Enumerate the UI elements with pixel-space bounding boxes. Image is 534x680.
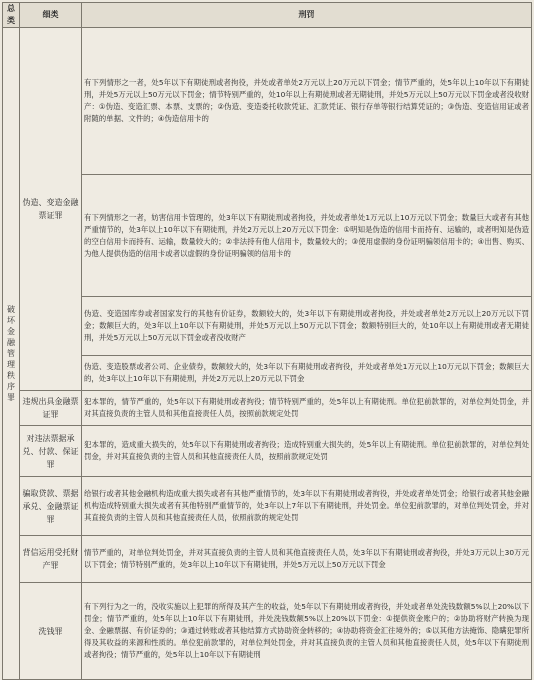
table-row [3, 391, 532, 426]
subcategory-cell: 洗钱罪 [20, 583, 82, 680]
category-cell [3, 28, 20, 680]
table-row [3, 175, 532, 297]
penalty-cell: 给银行或者其他金融机构造成重大损失或者有其他严重情节的，处3年以下有期徒刑或者拘役，并处或者单处罚金；给银行或者其他金融机构造成特别重大损失或者有其他特别严重情节的，处3年以上7年以下有期徒刑，并处罚金。单位犯前款罪的，对单位判处罚金，并对其直接负责的主管人员和其他直接责任人员，依照前款的规定处罚 [82, 477, 532, 536]
penalty-cell: 有下列情形之一者，妨害信用卡管理的，处3年以下有期徒刑或者拘役，并处或者单处1万元以上10万元以下罚金；数量巨大或者有其他严重情节的，处3年以上10年以下有期徒刑，并处2万元以上20万元以下罚金：①明知是伪造的信用卡而持有、运输的，或者明知是伪造的空白信用卡而持有、运输，数量较大的；②非法持有他人信用卡，数量较大的；③使用虚假的身份证明骗领信用卡的；④出售、购买、为他人提供伪造的信用卡或者以虚假的身份证明骗领的信用卡的 [82, 175, 532, 297]
table-row [3, 356, 532, 391]
table-row [3, 28, 532, 175]
subcategory-cell: 对违法票据承兑、付款、保证罪 [20, 426, 82, 477]
penalty-cell: 犯本罪的，造成重大损失的，处5年以下有期徒刑或者拘役；造成特别重大损失的，处5年以上有期徒刑。单位犯前款罪的，对单位判处罚金，并对其直接负责的主管人员和其他直接责任人员，按照前款规定处罚 [82, 426, 532, 477]
category-label: 破坏金融管理秩序罪 [7, 304, 15, 402]
penalty-cell: 犯本罪的，情节严重的，处5年以下有期徒刑或者拘役；情节特别严重的，处5年以上有期徒刑。单位犯前款罪的，对单位判处罚金，并对其直接负责的主管人员和其他直接责任人员，按照前款规定处罚 [82, 391, 532, 426]
subcategory-cell: 伪造、变造金融票证罪 [20, 28, 82, 391]
penalty-cell: 情节严重的，对单位判处罚金，并对其直接负责的主管人员和其他直接责任人员，处3年以下有期徒刑或者拘役，并处3万元以上30万元以下罚金；情节特别严重的，处3年以上10年以下有期徒刑，并处5万元以上50万元以下罚金 [82, 536, 532, 583]
table-row [3, 583, 532, 680]
penalty-cell: 伪造、变造股票或者公司、企业债券，数额较大的，处3年以下有期徒刑或者拘役，并处或者单处1万元以上10万元以下罚金；数额巨大的，处3年以上10年以下有期徒刑，并处2万元以上20万元以下罚金 [82, 356, 532, 391]
header-subcategory: 细类 [20, 3, 82, 28]
table-row [3, 297, 532, 356]
penalty-cell: 有下列行为之一的，没收实施以上犯罪的所得及其产生的收益，处5年以下有期徒刑或者拘役，并处或者单处洗钱数额5%以上20%以下罚金；情节严重的，处5年以上10年以下有期徒刑，并处洗钱数额5%以上20%以下罚金：①提供资金账户的；②协助将财产转换为现金、金融票据、有价证券的；③通过转账或者其他结算方式协助资金转移的；④协助将资金汇往境外的；⑤以其他方法掩饰、隐瞒犯罪所得及其收益的来源和性质的。单位犯前款罪的，对单位判处罚金，并对其直接负责的主管人员和其他直接责任人员，处5年以下有期徒刑或者拘役；情节严重的，处5年以上10年以下有期徒刑 [82, 583, 532, 680]
penalty-cell: 有下列情形之一者，处5年以下有期徒刑或者拘役，并处或者单处2万元以上20万元以下罚金；情节严重的，处5年以上10年以下有期徒刑，并处5万元以上50万元以下罚金；情节特别严重的，处10年以上有期徒刑或者无期徒刑，并处5万元以上50万元以下罚金或者没收财产：①伪造、变造汇票、本票、支票的；②伪造、变造委托收款凭证、汇款凭证、银行存单等银行结算凭证的；③伪造、变造信用证或者附随的单据、文件的；④伪造信用卡的 [82, 28, 532, 175]
header-penalty: 刑罚 [82, 3, 532, 28]
penalty-cell: 伪造、变造国库券或者国家发行的其他有价证券，数额较大的，处3年以下有期徒刑或者拘役，并处或者单处2万元以上20万元以下罚金；数额巨大的，处3年以上10年以下有期徒刑，并处5万元以上50万元以下罚金；数额特别巨大的，处10年以上有期徒刑或者无期徒刑，并处5万元以上50万元以下罚金或者没收财产 [82, 297, 532, 356]
table-row [3, 536, 532, 583]
penalty-table [2, 2, 532, 680]
table-row [3, 477, 532, 536]
subcategory-cell: 违规出具金融票证罪 [20, 391, 82, 426]
subcategory-cell: 骗取贷款、票据承兑、金融票证罪 [20, 477, 82, 536]
header-category: 总类 [3, 3, 20, 28]
subcategory-cell: 背信运用受托财产罪 [20, 536, 82, 583]
table-row [3, 426, 532, 477]
header-row [3, 3, 532, 28]
